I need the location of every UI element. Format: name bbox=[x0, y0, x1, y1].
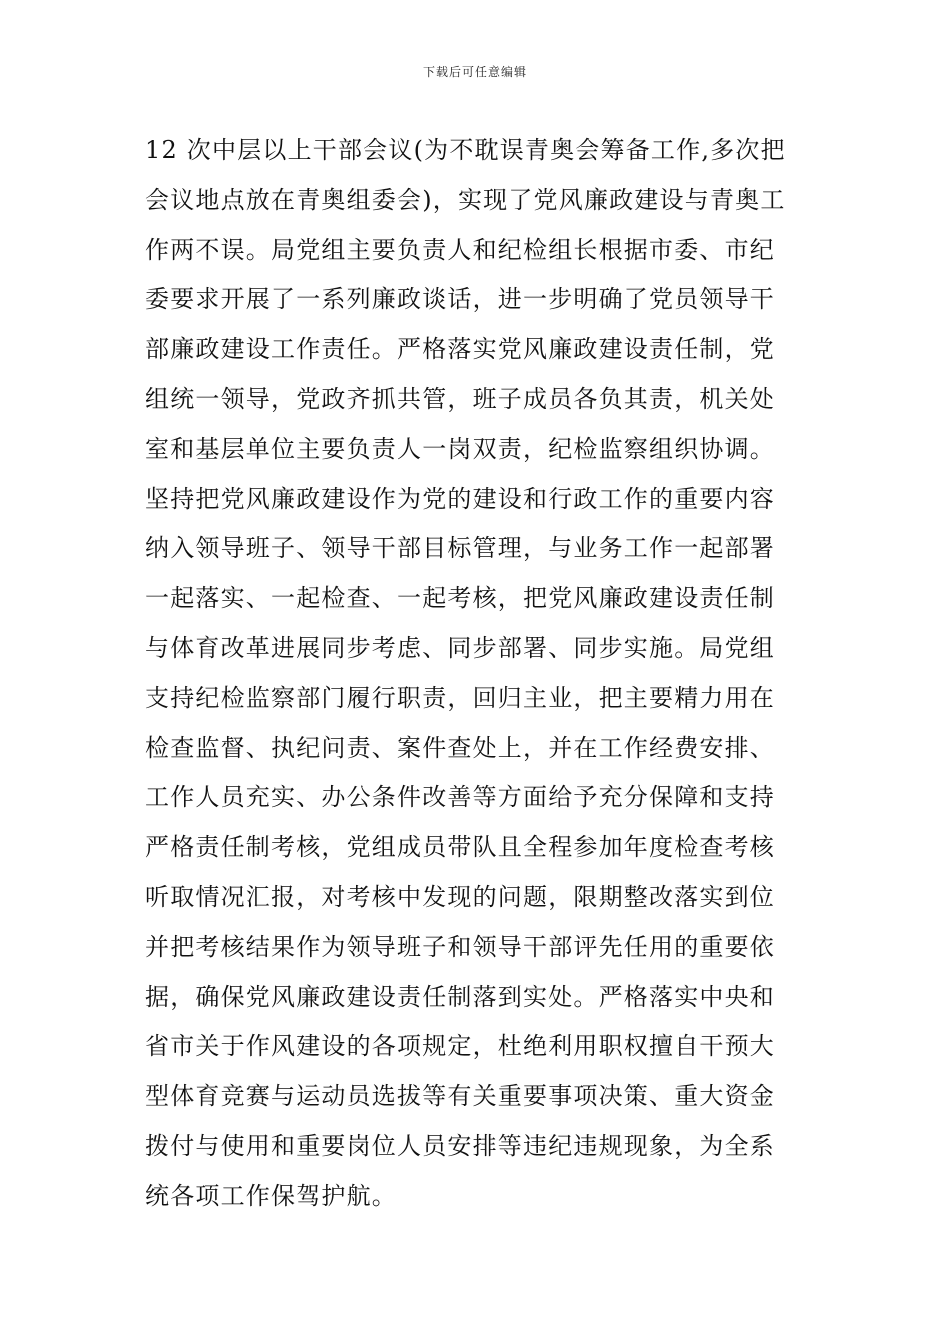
text-line: 一起落实、一起检查、一起考核，把党风廉政建设责任制 bbox=[145, 584, 775, 613]
text-line: 12 次中层以上干部会议(为不耽误青奥会筹备工作,多次把 bbox=[145, 136, 786, 164]
text-line: 统各项工作保驾护航。 bbox=[145, 1181, 397, 1210]
text-line: 纳入领导班子、领导干部目标管理，与业务工作一起部署 bbox=[145, 534, 775, 563]
text-line: 作两不误。局党组主要负责人和纪检组长根据市委、市纪 bbox=[145, 235, 775, 264]
text-line: 委要求开展了一系列廉政谈话，进一步明确了党员领导干 bbox=[145, 285, 775, 314]
body-paragraph bbox=[145, 126, 815, 1222]
page-header-note: 下载后可任意编辑 bbox=[422, 65, 527, 79]
text-line: 省市关于作风建设的各项规定，杜绝利用职权擅自干预大 bbox=[145, 1032, 775, 1061]
text-line: 组统一领导，党政齐抓共管，班子成员各负其责，机关处 bbox=[145, 384, 775, 413]
text-line: 工作人员充实、办公条件改善等方面给予充分保障和支持 bbox=[145, 783, 775, 812]
text-line: 部廉政建设工作责任。严格落实党风廉政建设责任制，党 bbox=[145, 335, 775, 364]
text-line: 听取情况汇报，对考核中发现的问题，限期整改落实到位 bbox=[145, 882, 775, 911]
text-line: 检查监督、执纪问责、案件查处上，并在工作经费安排、 bbox=[145, 733, 775, 762]
text-line: 严格责任制考核，党组成员带队且全程参加年度检查考核 bbox=[145, 833, 775, 862]
text-line: 会议地点放在青奥组委会)，实现了党风廉政建设与青奥工 bbox=[145, 185, 786, 214]
text-line: 型体育竞赛与运动员选拔等有关重要事项决策、重大资金 bbox=[145, 1082, 775, 1111]
text-line: 室和基层单位主要负责人一岗双责，纪检监察组织协调。 bbox=[145, 434, 775, 463]
text-line: 坚持把党风廉政建设作为党的建设和行政工作的重要内容 bbox=[145, 484, 775, 513]
text-line: 拨付与使用和重要岗位人员安排等违纪违规现象，为全系 bbox=[145, 1131, 775, 1160]
text-line: 据，确保党风廉政建设责任制落到实处。严格落实中央和 bbox=[145, 982, 775, 1011]
text-line: 与体育改革进展同步考虑、同步部署、同步实施。局党组 bbox=[145, 633, 775, 662]
text-line: 支持纪检监察部门履行职责，回归主业，把主要精力用在 bbox=[145, 683, 775, 712]
text-line: 并把考核结果作为领导班子和领导干部评先任用的重要依 bbox=[145, 932, 775, 961]
